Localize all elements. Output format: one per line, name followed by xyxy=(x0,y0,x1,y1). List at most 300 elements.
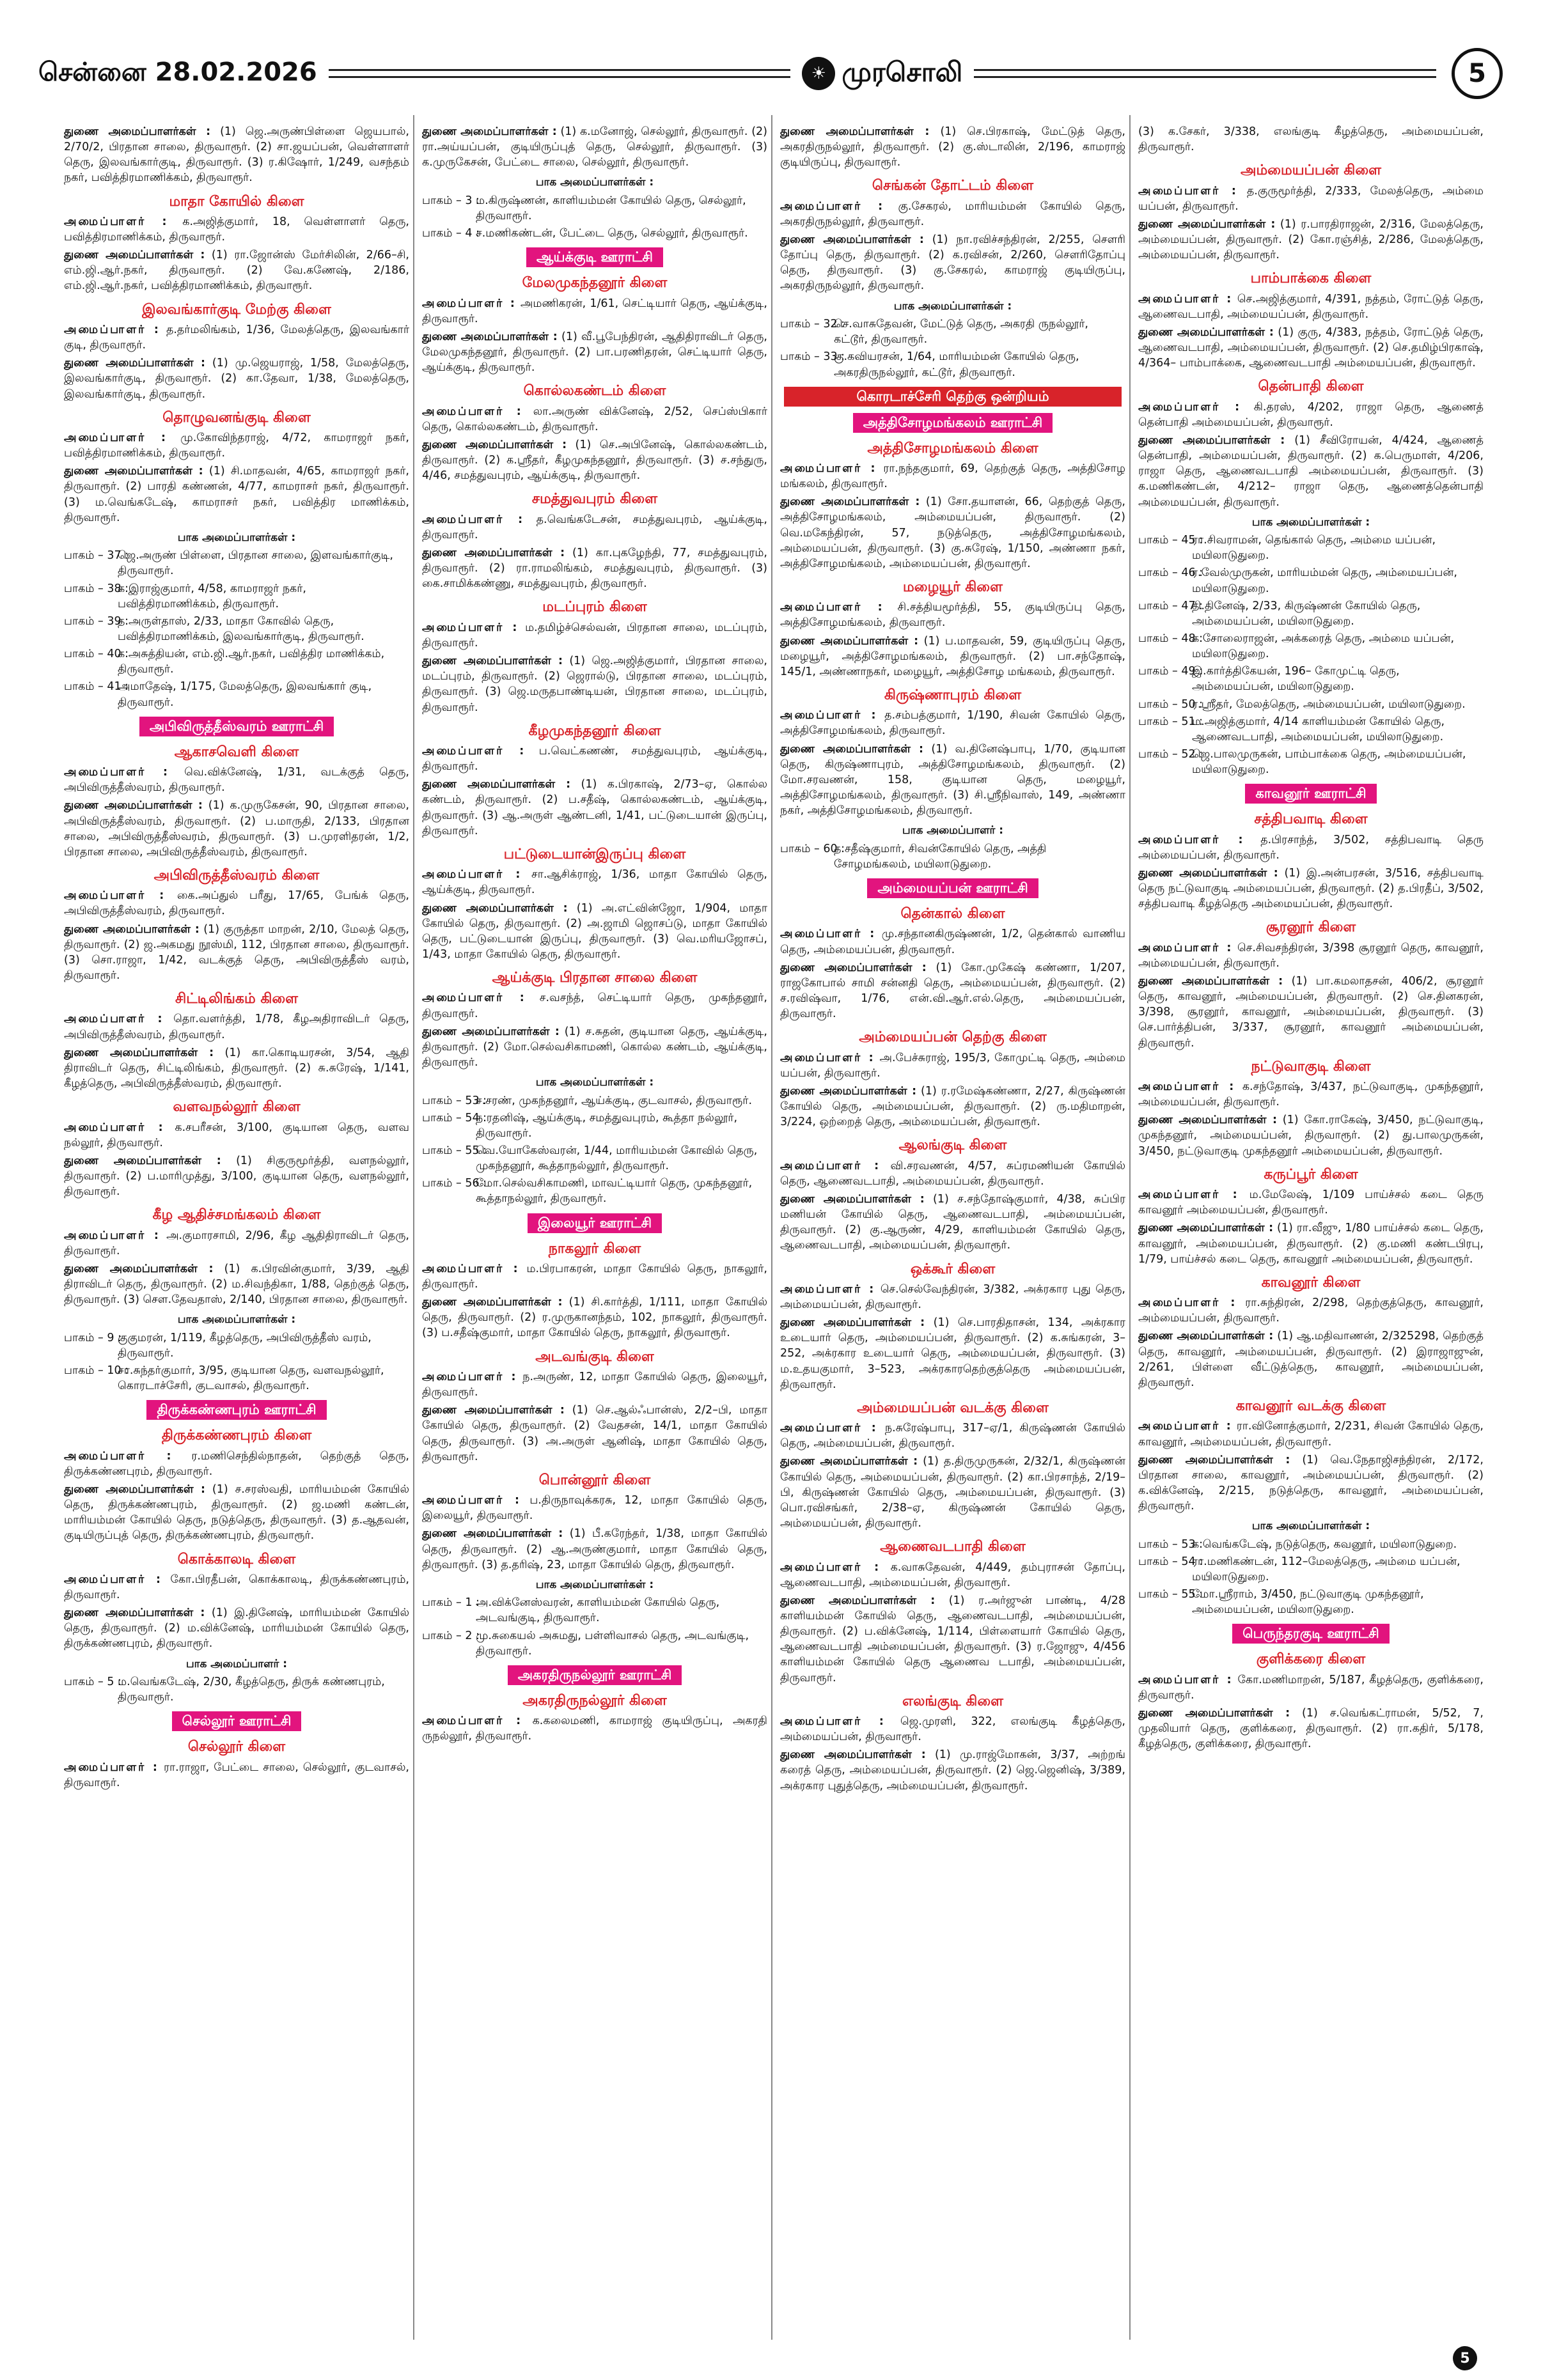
panchayat-heading: அபிவிருத்தீஸ்வரம் ஊராட்சி xyxy=(139,717,334,736)
booth-row xyxy=(64,581,409,612)
entry-text: ப.வெட்கணண், சமத்துவபுரம், ஆய்க்குடி, திருவாரூர். xyxy=(422,745,767,774)
role-label: துணை அமைப்பாளர்கள் : xyxy=(64,799,203,813)
listing-entry xyxy=(64,214,409,245)
listing-entry xyxy=(422,296,767,327)
role-label: அமைப்பாளர் : xyxy=(780,1422,878,1435)
entry-text: வெ.விக்னேஷ், 1/31, வடக்குத் தெரு, அபிவிருத்தீஸ்வரம், திருவாரூர். xyxy=(64,766,409,795)
role-label: அமைப்பாளர் : xyxy=(64,1761,159,1774)
booth-row xyxy=(1138,697,1484,712)
booth-number: பாகம் – 47 : xyxy=(1138,599,1203,612)
listing-entry xyxy=(422,743,767,774)
subsection-heading: பாக அமைப்பாளர்கள் : xyxy=(1251,515,1370,529)
role-label: துணை அமைப்பாளர்கள் : xyxy=(1138,1114,1277,1127)
role-label: துணை அமைப்பாளர்கள் : xyxy=(1138,434,1285,447)
listing-entry xyxy=(64,1045,409,1091)
listing-entry xyxy=(780,926,1125,957)
booth-row xyxy=(422,1628,767,1659)
booth-number: பாகம் – 60 : xyxy=(780,842,845,855)
booth-text: ர.ஸ்ரீதர், மேலத்தெரு, அம்மையப்பன், மயிலாடுதுறை. xyxy=(1192,697,1466,711)
entry-text: (1) அ.எட்வின்ஜோ, 1/904, மாதா கோயில் தெரு, திருவாரூர். (2) அ.ஜாமி ஜொசப்டு, மாதா கோயில் தெரு, பட்டுடையான் இருப்பு, திருவாரூர். (3) வெ.மரியஜோசப், 1/43, மாதா கோயில் தெரு, திருவாரூர். xyxy=(422,901,767,961)
entry-text: (1) மு.ஜெயராஜ், 1/58, மேலத்தெரு, இலவங்கார்குடி, திருவாரூர். (2) கா.தேவா, 1/38, மேலத்தெரு, இலவங்கார்குடி, திருவாரூர். xyxy=(64,357,409,401)
entry-text: (1) க.பிரவின்குமார், 3/39, ஆதி திராவிடர் தெரு, திருவாரூர். (2) ம.சிவந்திகா, 1/88, தெற்குத் தெரு, திருவாரூர். (3) சௌ.தேவதாஸ், 2/140, பிரதான சாலை, திருவாரூர். xyxy=(64,1262,409,1307)
entry-text: சி.சத்தியமூர்த்தி, 55, குடியிருப்பு தெரு, அத்திசோழமங்கலம், திருவாரூர். xyxy=(780,601,1125,630)
booth-row xyxy=(422,1176,767,1206)
panchayat-heading: காவனூர் ஊராட்சி xyxy=(1245,784,1376,804)
panchayat-heading: ஆய்க்குடி ஊராட்சி xyxy=(526,247,663,267)
entry-text: (1) செ.ஆல்ஃபான்ஸ், 2/2–பி, மாதா கோயில் தெரு, திருவாரூர். (2) வேதசன், 14/1, மாதா கோயில் தெரு, திருவாரூர். (3) அ.அருள் ஆனிஷ், மாதா கோயில் தெரு, திருவாரூர். xyxy=(422,1404,767,1463)
entry-text: (1) குரு, 4/383, நத்தம், ரோட்டுத் தெரு, ஆணைவடபாதி, அம்மையப்பன், திருவாரூர். (2) செ.தமிழ்பிரகாஷ், 4/364– பாம்பாக்கை, ஆணைவடபாதி அம்மையப்பன், திருவாரூர். xyxy=(1138,325,1484,370)
listing-entry xyxy=(64,1120,409,1151)
booth-text: ரா.மணிகண்டன், 112–மேலத்தெரு, அம்மை யப்பன், மயிலாடுதுறை. xyxy=(1192,1555,1461,1583)
listing-entry xyxy=(422,867,767,898)
booth-row xyxy=(1138,664,1484,694)
entry-text: (1) செ.பிரகாஷ், மேட்டுத் தெரு, அகரதிருநல்லூர், திருவாரூர். (2) கு.ஸ்டாலின், 2/196, காமராஜ் குடியிருப்பு, திருவாரூர். xyxy=(780,125,1125,169)
role-label: அமைப்பாளர் : xyxy=(780,601,884,614)
subsection-heading: பாக அமைப்பாளர்கள் : xyxy=(893,299,1012,313)
role-label: துணை அமைப்பாளர்கள் : xyxy=(780,125,930,138)
column-divider xyxy=(771,115,772,2340)
listing-entry xyxy=(422,1403,767,1465)
role-label: துணை அமைப்பாளர்கள் : xyxy=(1138,1706,1290,1720)
listing-entry xyxy=(422,512,767,543)
listing-entry xyxy=(1138,292,1484,322)
booth-text: க.அசுத்தியன், எம்.ஜி.ஆர்.நகர், பவித்திர மாணிக்கம், திருவாரூர். xyxy=(118,648,385,676)
booth-number: பாகம் – 53 : xyxy=(1138,1537,1203,1551)
booth-number: பாகம் – 51 : xyxy=(1138,715,1203,728)
masthead xyxy=(38,51,1503,96)
listing-entry xyxy=(780,1714,1125,1745)
booth-number: பாகம் – 3 : xyxy=(422,194,480,207)
branch-heading: மடப்புரம் கிளை xyxy=(542,599,647,616)
entry-text: செ.செல்வேந்திரன், 3/382, அக்ரகார புது தெரு, அம்மையப்பன், திருவாரூர். xyxy=(780,1282,1125,1311)
booth-text: க.இராஜ்குமார், 4/58, காமராஜர் நகர், பவித்திரமாணிக்கம், திருவாரூர். xyxy=(118,582,306,611)
listing-entry xyxy=(422,1295,767,1341)
role-label: துணை அமைப்பாளர்கள் : xyxy=(1138,325,1274,339)
entry-text: (1) சோ.தயாளன், 66, தெற்குத் தெரு, அத்திசோழமங்கலம், அம்மையப்பன், திருவாரூர். (2) வெ.மகேந்திரன், 57, நடுத்தெரு, அத்திசோழமங்கலம், அம்மையப்பன், திருவாரூர். (3) கு.சுரேஷ், 1/150, அண்ணா நகர், அத்திசோழமங்கலம், அம்மையப்பன், திருவாரூர். xyxy=(780,495,1125,570)
branch-heading: பட்டுடையான்இருப்பு கிளை xyxy=(503,846,686,862)
listing-entry xyxy=(780,461,1125,492)
booth-number: பாகம் – 39 : xyxy=(64,614,129,628)
branch-heading: திருக்கண்ணபுரம் கிளை xyxy=(161,1427,312,1444)
booth-row xyxy=(780,349,1125,380)
booth-number: பாகம் – 9 : xyxy=(64,1331,121,1344)
panchayat-heading: இலையூர் ஊராட்சி xyxy=(528,1213,662,1233)
role-label: அமைப்பாளர் : xyxy=(1138,292,1234,306)
role-label: அமைப்பாளர் : xyxy=(422,868,522,882)
booth-row xyxy=(1138,1554,1484,1585)
listing-entry xyxy=(1138,1079,1484,1110)
column-divider xyxy=(413,115,414,2340)
role-label: துணை அமைப்பாளர்கள் : xyxy=(64,1046,214,1059)
branch-heading: ஒக்கூர் கிளை xyxy=(910,1261,996,1277)
listing-entry xyxy=(1138,1295,1484,1326)
listing-entry xyxy=(64,322,409,353)
booth-number: பாகம் – 55 : xyxy=(422,1144,487,1157)
booth-text: ச.சரண், முகந்தனூர், ஆய்க்குடி, குடவாசல், திருவாரூர். xyxy=(476,1094,753,1107)
entry-text: ச.வசந்த், செட்டியார் தெரு, முகந்தனூர், திருவாரூர். xyxy=(422,992,767,1020)
booth-row xyxy=(1138,714,1484,745)
booth-text: த.சதீஷ்குமார், சிவன்கோயில் தெரு, அத்தி சோழமங்கலம், மயிலாடுதுறை. xyxy=(834,842,1047,871)
listing-entry xyxy=(780,708,1125,738)
role-label: அமைப்பாளர் : xyxy=(780,1051,875,1064)
entry-text: க.அஜித்குமார், 18, வெள்ளாளர் தெரு, பவித்திரமாணிக்கம், திருவாரூர். xyxy=(64,215,409,244)
role-label: அமைப்பாளர் : xyxy=(780,1282,876,1296)
booth-row xyxy=(422,226,767,241)
booth-number: பாகம் – 54 : xyxy=(1138,1555,1203,1568)
entry-text: த.பிரசாந்த், 3/502, சத்திபவாடி தெரு அம்மையப்பன், திருவாரூர். xyxy=(1138,833,1484,862)
entry-text: த.வெங்கடேசன், சமத்துவபுரம், ஆய்க்குடி, திருவாரூர். xyxy=(422,513,767,541)
role-label: அமைப்பாளர் : xyxy=(780,199,885,213)
entry-text: ந.அருண், 12, மாதா கோயில் தெரு, இலையூர், திருவாரூர். xyxy=(422,1370,767,1399)
branch-heading: நாகலூர் கிளை xyxy=(548,1240,641,1257)
entry-text: ஜெ.முரளி, 322, எலங்குடி கீழத்தெரு, அம்மையப்பன், திருவாரூர். xyxy=(780,1715,1125,1744)
entry-text: கி.தரஸ், 4/202, ராஜா தெரு, ஆணைத் தென்பாதி அம்மையப்பன், திருவாரூர். xyxy=(1138,400,1484,429)
role-label: துணை அமைப்பாளர்கள் : xyxy=(1138,1453,1290,1466)
entry-text: க.சபரீசன், 3/100, குடியான தெரு, வளவ நல்லூர், திருவாரூர். xyxy=(64,1121,409,1149)
listing-entry xyxy=(64,1228,409,1259)
booth-row xyxy=(64,646,409,677)
role-label: அமைப்பாளர் : xyxy=(64,323,161,336)
subsection-heading: பாக அமைப்பாளர்கள் : xyxy=(177,531,296,544)
entry-text: (1) வ.தினேஷ்பாபு, 1/70, குடியான தெரு, கிருஷ்ணாபுரம், அத்திசோழமங்கலம், திருவாரூர். (2) மோ.சரவணன், 158, குடியான தெரு, மழையூர், அத்திசோழமங்கலம், திருவாரூர். (3) சி.ஸ்ரீநிவாஸ், 149, அண்ணா நகர், அத்திசோழமங்கலம், திருவாரூர். xyxy=(780,742,1125,818)
booth-row xyxy=(64,548,409,579)
listing-entry xyxy=(1138,1328,1484,1390)
booth-text: ஜெ.அருண் பிள்ளை, பிரதான சாலை, இளவங்கார்குடி, திருவாரூர். xyxy=(118,549,393,578)
booth-number: பாகம் – 37 : xyxy=(64,549,129,563)
entry-text: (1) ஆ.மதிவாணன், 2/325298, தெற்குத் தெரு, காவனூர், அம்மையப்பன், திருவாரூர். (2) இராஜாஜுன், 2/261, பிள்ளை வீட்டுத்தெரு, காவனூர், அம்மையப்பன், திருவாரூர். xyxy=(1138,1330,1484,1389)
booth-text: க.சோலைராஜன், அக்கரைத் தெரு, அம்மை யப்பன், மயிலாடுதுறை. xyxy=(1192,632,1455,661)
listing-entry xyxy=(780,634,1125,680)
booth-row xyxy=(780,316,1125,347)
listing-entry xyxy=(780,1158,1125,1189)
booth-row xyxy=(422,193,767,224)
branch-heading: அம்மையப்பன் கிளை xyxy=(1241,162,1381,179)
entry-text: (1) ர.ரமேஷ்கண்ணா, 2/27, கிருஷ்ணன் கோயில் தெரு, அம்மையப்பன், திருவாரூர். (2) ரு.மதிமாறன், 3/224, ஒற்றைத் தெரு, அம்மையப்பன், திருவாரூர். xyxy=(780,1084,1125,1129)
role-label: துணை அமைப்பாளர்கள் : xyxy=(780,495,920,509)
role-label: துணை அமைப்பாளர்கள் : xyxy=(422,901,568,915)
entry-text: (1) இ.தினேஷ், மாரியம்மன் கோயில் தெரு, திருவாரூர். (2) ம.விக்னேஷ், மாரியம்மன் கோயில் தெரு, திருக்கண்ணபுரம், திருவாரூர். xyxy=(64,1606,409,1651)
listing-entry xyxy=(422,901,767,963)
role-label: துணை அமைப்பாளர்கள் : xyxy=(780,634,919,648)
booth-text: தி.தினேஷ், 2/33, கிருஷ்ணன் கோயில் தெரு, அம்மையப்பன், மயிலாடுதுறை. xyxy=(1192,599,1421,628)
entry-text: தொ.வளர்த்தி, 1/78, கீழஅதிராவிடர் தெரு, அபிவிருத்தீஸ்வரம், திருவாரூர். xyxy=(64,1013,409,1041)
role-label: துணை அமைப்பாளர்கள் : xyxy=(780,233,924,247)
listing-entry xyxy=(780,199,1125,229)
branch-heading: அம்மையப்பன் தெற்கு கிளை xyxy=(859,1029,1047,1046)
booth-number: பாகம் – 10 : xyxy=(64,1364,129,1378)
booth-row xyxy=(422,1110,767,1141)
subsection-heading: பாக அமைப்பாளர் : xyxy=(902,824,1004,837)
booth-text: ச.மணிகண்டன், பேட்டை தெரு, செல்லூர், திருவாரூர். xyxy=(476,227,748,240)
role-label: துணை அமைப்பாளர்கள் : xyxy=(64,125,211,138)
booth-row xyxy=(64,1674,409,1705)
rising-sun-icon: ☀ xyxy=(802,57,835,90)
booth-number: பாகம் – 54 : xyxy=(422,1111,487,1124)
listing-entry xyxy=(780,124,1125,170)
booth-text: ம.வெங்கடேஷ், 2/30, கீழத்தெரு, திருக் கண்ணபுரம், திருவாரூர். xyxy=(118,1676,385,1704)
branch-heading: கொக்காலடி கிளை xyxy=(177,1551,296,1567)
entry-text: (1) சிகுருமூர்த்தி, வளநல்லூர், திருவாரூர். (2) ப.மாரிமுத்து, 3/100, குடியான தெரு, வளநல்லூர், திருவாரூர். xyxy=(64,1154,409,1199)
listing-entry xyxy=(1138,866,1484,912)
entry-text: (1) ர.அர்ஜுன் பாண்டி, 4/28 காளியம்மன் கோயில் தெரு, ஆணைவடபாதி, அம்மையப்பன், திருவாரூர். (2) ப.விக்னேஷ், 1/114, பிள்ளையார் கோயில் தெரு, ஆணைவடபாதி அம்மையப்பன், திருவாரூர். (3) ர.ஜோஜு, 4/456 காளியம்மன் கோயில் தெரு ஆணைவ டபாதி, அம்மையப்பன், திருவாரூர். xyxy=(780,1594,1125,1684)
entry-text: (1) ப.மாதவன், 59, குடியிருப்பு தெரு, மழையூர், அத்திசோழமங்கலம், திருவாரூர். (2) பா.சந்தோஷ், 145/1, அண்ணாநகர், மழையூர், அத்திசோழ மங்கலம், திருவாரூர். xyxy=(780,634,1125,678)
branch-heading: சிட்டிலிங்கம் கிளை xyxy=(175,991,299,1007)
entry-text: கோ.மணிமாறன், 5/187, கீழத்தெரு, குளிக்கரை, திருவாரூர். xyxy=(1138,1673,1484,1702)
column-1 xyxy=(64,121,409,2340)
role-label: அமைப்பாளர் : xyxy=(64,432,168,445)
branch-heading: காவனூர் கிளை xyxy=(1261,1274,1361,1291)
entry-text: (1) ச.சுதன், குடியான தெரு, ஆய்க்குடி, திருவாரூர். (2) மோ.செல்வசிகாமணி, கொல்ல கண்டம், ஆய்க்குடி, திருவாரூர். xyxy=(422,1025,767,1069)
entry-text: ந.சுரேஷ்பாபு, 317–ஏ/1, கிருஷ்ணன் கோயில் தெரு, அம்மையப்பன், திருவாரூர். xyxy=(780,1422,1125,1451)
role-label: அமைப்பாளர் : xyxy=(422,405,523,418)
entry-text: ர.மணிசெந்தில்நாதன், தெற்குத் தெரு, திருக்கண்ணபுரம், திருவாரூர். xyxy=(64,1449,409,1478)
panchayat-heading: பெருந்தரகுடி ஊராட்சி xyxy=(1232,1624,1389,1644)
entry-text: சா.ஆசிக்ராஜ், 1/36, மாதா கோயில் தெரு, ஆய்க்குடி, திருவாரூர். xyxy=(422,868,767,897)
listing-entry xyxy=(64,430,409,461)
role-label: அமைப்பாளர் : xyxy=(780,928,877,941)
booth-row xyxy=(422,1143,767,1174)
listing-entry xyxy=(1138,183,1484,214)
entry-text: (1) நா.ரவிச்சந்திரன், 2/255, சௌரி தோப்பு தெரு, திருவாரூர். (2) க.ரவிசன், 2/260, சௌரிதோப்பு தெரு, திருவாரூர். (3) கு.சேகரல், காமராஜ் குடியிருப்பு, அகரதிருநல்லூர், திருவாரூர். xyxy=(780,233,1125,293)
subsection-heading: பாக அமைப்பாளர்கள் : xyxy=(177,1313,296,1326)
listing-entry xyxy=(780,960,1125,1022)
listing-entry xyxy=(780,1454,1125,1531)
booth-number: பாகம் – 50 : xyxy=(1138,697,1203,711)
role-label: துணை அமைப்பாளர்கள் : xyxy=(1138,1330,1274,1343)
booth-number: பாகம் – 33 : xyxy=(780,350,845,364)
role-label: அமைப்பாளர் : xyxy=(1138,1188,1239,1202)
role-label: அமைப்பாளர் : xyxy=(422,621,519,634)
role-label: துணை அமைப்பாளர்கள் : xyxy=(422,1404,565,1417)
role-label: துணை அமைப்பாளர்கள் : xyxy=(780,1594,936,1607)
listing-entry xyxy=(64,798,409,860)
entry-text: (3) க.சேகர், 3/338, எலங்குடி கீழத்தெரு, அம்மையப்பன், திருவாரூர். xyxy=(1138,125,1484,154)
listing-entry xyxy=(1138,1187,1484,1218)
branch-heading: மழையூர் கிளை xyxy=(903,579,1003,595)
entry-text: (1) கோ.முகேஷ் கண்ணா, 1/207, ராஜகோபால் சாமி சன்னதி தெரு, அம்மையப்பன், திருவாரூர். (2) ச.ரவிஷ்வா, 1/76, என்.வி.ஆர்.எல்.தெரு, அம்மையப்பன், திருவாரூர். xyxy=(780,961,1125,1021)
entry-text: ம.பிரபாகரன், மாதா கோயில் தெரு, நாகலூர், திருவாரூர். xyxy=(422,1262,767,1291)
entry-text: (1) குருத்தா மாறன், 2/10, மேலத் தெரு, திருவாரூர். (2) ஜ.அகமது நூஸ்மி, 112, பிரதான சாலை, திருவாரூர். (3) சொ.ராஜா, 1/42, வடக்குத் தெரு, அபிவிருத்தீஸ் வரம், திருவாரூர். xyxy=(64,922,409,982)
role-label: அமைப்பாளர் : xyxy=(422,1494,522,1507)
role-label: அமைப்பாளர் : xyxy=(422,745,526,758)
role-label: துணை அமைப்பாளர்கள் : xyxy=(780,1316,925,1330)
entry-text: கை.அப்துல் பரீது, 17/65, பேங்க் தெரு, அபிவிருத்தீஸ்வரம், திருவாரூர். xyxy=(64,889,409,918)
listing-entry xyxy=(1138,1419,1484,1449)
role-label: துணை அமைப்பாளர்கள் : xyxy=(64,249,205,262)
branch-heading: தென்பாதி கிளை xyxy=(1258,378,1364,395)
role-label: அமைப்பாளர் : xyxy=(780,462,877,475)
booth-text: ரா.சிவராமன், தெங்கால் தெரு, அம்மை யப்பன், மயிலாடுதுறை. xyxy=(1192,534,1436,563)
role-label: துணை அமைப்பாளர்கள் : xyxy=(780,1192,925,1206)
entry-text: ரா.ராஜா, பேட்டை சாலை, செல்லூர், குடவாசல், திருவாரூர். xyxy=(64,1761,409,1789)
role-label: துணை அமைப்பாளர்கள் : xyxy=(422,1527,563,1541)
listing-entry xyxy=(780,1593,1125,1686)
listing-entry xyxy=(422,777,767,839)
listing-entry xyxy=(422,1493,767,1523)
role-label: அமைப்பாளர் : xyxy=(422,297,517,310)
role-label: துணை அமைப்பாளர்கள் : xyxy=(64,1262,214,1275)
booth-text: ம.அஜித்குமார், 4/14 காளியம்மன் கோயில் தெரு, ஆணைவடபாதி, அம்மையப்பன், மயிலாடுதுறை. xyxy=(1192,715,1445,743)
role-label: அமைப்பாளர் : xyxy=(1138,833,1245,846)
role-label: துணை அமைப்பாளர்கள் : xyxy=(422,125,557,138)
entry-text: (1) க.முருகேசன், 90, பிரதான சாலை, அபிவிருத்தீஸ்வரம், திருவாரூர். (2) ப.மாருதி, 2/133, பிரதான சாலை, அபிவிருத்தீஸ்வரம், திருவாரூர். (3) ப.முரளிதரன், 1/2, பிரதான சாலை, அபிவிருத்தீஸ்வரம், திருவாரூர். xyxy=(64,799,409,859)
entry-text: (1) கா.புகழேந்தி, 77, சமத்துவபுரம், திருவாரூர். (2) ரா.ராமலிங்கம், சமத்துவபுரம், திருவாரூர். (3) கை.சாமிக்கண்ணு, சமத்துவபுரம், திருவாரூர். xyxy=(422,547,767,591)
booth-number: பாகம் – 52 : xyxy=(1138,748,1203,761)
branch-heading: சூரனூர் கிளை xyxy=(1265,919,1356,936)
masthead-rule-right xyxy=(974,69,1436,78)
role-label: துணை அமைப்பாளர்கள் : xyxy=(780,1084,917,1098)
branch-heading: ஆகாசவெளி கிளை xyxy=(174,743,299,760)
listing-entry xyxy=(64,1011,409,1042)
listing-entry xyxy=(64,124,409,186)
booth-row xyxy=(422,1595,767,1626)
listing-entry xyxy=(64,1760,409,1791)
entry-text: (1) பா.கமலாதசன், 406/2, சூரனூர் தெரு, காவனூர், அம்மையப்பன், திருவாரூர். (2) செ.தினகரன், 3/398, சூரனூர், காவனூர், அம்மையப்பன், திருவாரூர். (3) செ.பார்த்திபன், 3/337, சூரனூர், காவனூர் அம்மையப்பன், திருவாரூர். xyxy=(1138,974,1484,1050)
role-label: அமைப்பாளர் : xyxy=(780,709,878,722)
booth-text: அமாதேஷ், 1/175, மேலத்தெரு, இலவங்கார் குடி, திருவாரூர். xyxy=(118,680,372,709)
entry-text: (1) கோ.ராகேஷ், 3/450, நட்டுவாகுடி, முகந்தனூர், அம்மையப்பன், திருவாரூர். (2) து.பாலமுருகன், 3/450, நட்டுவாகுடி முகந்தனூர் அம்மையப்பன், திருவாரூர். xyxy=(1138,1114,1484,1158)
role-label: துணை அமைப்பாளர்கள் : xyxy=(1138,866,1278,880)
role-label: அமைப்பாளர் : xyxy=(780,1159,881,1172)
entry-text: (1) வீ.பூபேந்திரன், ஆதிதிராவிடர் தெரு, மேலமுகந்தனூர், திருவாரூர். (2) பா.பரணிதரன், செட்டியார் தெரு, ஆய்க்குடி, திருவாரூர். xyxy=(422,330,767,375)
entry-text: (1) கா.கொடியரசன், 3/54, ஆதி திராவிடர் தெரு, சிட்டிலிங்கம், திருவாரூர். (2) சு.சுரேஷ், 1/141, கீழத்தெரு, அபிவிருத்தீஸ்வரம், திருவாரூர். xyxy=(64,1046,409,1091)
branch-heading: மாதா கோயில் கிளை xyxy=(169,193,304,210)
role-label: அமைப்பாளர் : xyxy=(1138,1673,1234,1686)
booth-number: பாகம் – 49 : xyxy=(1138,665,1203,678)
role-label: அமைப்பாளர் : xyxy=(1138,184,1238,198)
entry-text: (1) செ.அபினேஷ், கொல்லகண்டம், திருவாரூர். (2) க.ஸ்ரீதர், கீழமுகந்தனூர், திருவாரூர். (3) ச.சந்துரு, 4/46, சமத்துவபுரம், ஆய்க்குடி, திருவாரூர். xyxy=(422,438,767,483)
listing-entry xyxy=(422,1024,767,1070)
branch-heading: அபிவிருத்தீஸ்வரம் கிளை xyxy=(153,867,320,883)
booth-row xyxy=(1138,631,1484,662)
entry-text: க.சந்தோஷ், 3/437, நட்டுவாகுடி, முகந்தனூர், அம்மையப்பன், திருவாரூர். xyxy=(1138,1080,1484,1109)
entry-text: அ.பேச்சுராஜ், 195/3, கோமுட்டி தெரு, அம்மை யப்பன், திருவாரூர். xyxy=(780,1051,1125,1080)
booth-number: பாகம் – 46 : xyxy=(1138,566,1203,580)
role-label: துணை அமைப்பாளர்கள் : xyxy=(422,778,571,791)
entry-text: க.வாசுதேவன், 4/449, தம்புராசன் தோப்பு, ஆணைவடபாதி, அம்மையப்பன், திருவாரூர். xyxy=(780,1560,1125,1589)
booth-number: பாகம் – 40 : xyxy=(64,648,129,661)
listing-entry xyxy=(422,545,767,591)
role-label: துணை அமைப்பாளர்கள் : xyxy=(1138,1222,1274,1235)
booth-number: பாகம் – 53 : xyxy=(422,1094,487,1107)
booth-text: இ.கார்த்திகேயன், 196– கோமுட்டி தெரு, அம்மையப்பன், மயிலாடுதுறை. xyxy=(1192,665,1400,694)
listing-entry xyxy=(1138,940,1484,971)
entry-text: (1) வெ.நேதாஜிசந்திரன், 2/172, பிரதான சாலை, காவனூர், அம்மையப்பன், திருவாரூர். (2) க.விக்னேஷ், 2/215, நடுத்தெரு, காவனூர், அம்மையப்பன், திருவாரூர். xyxy=(1138,1453,1484,1513)
booth-number: பாகம் – 32 : xyxy=(780,318,845,331)
entry-text: செ.அஜித்குமார், 4/391, நத்தம், ரோட்டுத் தெரு, ஆணைவடபாதி, அம்மையப்பன், திருவாரூர். xyxy=(1138,292,1484,321)
booth-number: பாகம் – 48 : xyxy=(1138,632,1203,646)
entry-text: (1) சீவிரோயன், 4/424, ஆணைத் தென்பாதி, அம்மையப்பன், திருவாரூர். (2) க.பெருமாள், 4/206, ராஜா தெரு, ஆணைவடபாதி அம்மையப்பன், திருவாரூர். (3) க.மணிகண்டன், 4/212– ராஜா தெரு, ஆணைத்தென்பாதி அம்மையப்பன், திருவாரூர். xyxy=(1138,434,1484,509)
listing-entry xyxy=(64,1572,409,1603)
entry-text: (1) ச.வெங்கட்ராமன், 5/52, 7, முதலியார் தெரு, குளிக்கரை, திருவாரூர். (2) ரா.கதிர், 5/178, கீழத்தெரு, குளிக்கரை, திருவாரூர். xyxy=(1138,1706,1484,1751)
branch-heading: இலவங்கார்குடி மேற்கு கிளை xyxy=(142,301,331,318)
booth-number: பாகம் – 56 : xyxy=(422,1177,487,1190)
branch-heading: ஆணைவடபாதி கிளை xyxy=(880,1539,1026,1555)
role-label: துணை அமைப்பாளர்கள் : xyxy=(1138,974,1283,988)
role-label: அமைப்பாளர் : xyxy=(1138,1296,1237,1310)
booth-text: ம.கிருஷ்ணன், காளியம்மன் கோயில் தெரு, செல்லூர், திருவாரூர். xyxy=(476,194,746,223)
role-label: துணை அமைப்பாளர்கள் : xyxy=(64,465,203,478)
entry-text: ம.மேலேஷ், 1/109 பாய்ச்சல் கடை தெரு காவனூர் அம்மையப்பன், திருவாரூர். xyxy=(1138,1188,1484,1217)
entry-text: த.தர்மலிங்கம், 1/36, மேலத்தெரு, இலவங்கார் குடி, திருவாரூர். xyxy=(64,323,409,352)
listing-entry xyxy=(422,1713,767,1744)
branch-heading: கீழ ஆதிச்சமங்கலம் கிளை xyxy=(152,1207,321,1224)
branch-heading: அடவங்குடி கிளை xyxy=(535,1348,654,1365)
booth-text: வெ.யோகேஸ்வரன், 1/44, மாரியம்மன் கோவில் தெரு, முகந்தனூர், கூத்தாநல்லூர், திருவாரூர். xyxy=(476,1144,758,1173)
branch-heading: செங்கன் தோட்டம் கிளை xyxy=(872,178,1034,194)
branch-heading: வளவநல்லூர் கிளை xyxy=(173,1099,301,1116)
entry-text: (1) செ.பாரதிதாசன், 134, அக்ரகார உடையார் தெரு, அம்மையப்பன், திருவாரூர். (2) க.சுங்கரன், 3–252, அக்ரகார உடையார் தெரு, அம்மையப்பன், திருவாரூர். (3) ம.உதயகுமார், 3–523, அக்ரகாரதெற்குத்தெரு அம்மையப்பன், திருவாரூர். xyxy=(780,1316,1125,1391)
entry-text: ரா.நந்தகுமார், 69, தெற்குத் தெரு, அத்திசோழ மங்கலம், திருவாரூர். xyxy=(780,462,1125,491)
entry-text: (1) ர.பாரதிராஜன், 2/316, மேலத்தெரு, அம்மையப்பன், திருவாரூர். (2) கோ.ரஞ்சித், 2/286, மேலத்தெரு, அம்மையப்பன், திருவாரூர். xyxy=(1138,217,1484,262)
listing-entry xyxy=(422,124,767,170)
role-label: துணை அமைப்பாளர்கள் : xyxy=(422,330,558,343)
listing-entry xyxy=(64,1449,409,1479)
listing-entry xyxy=(780,1084,1125,1130)
page-number-badge: 5 xyxy=(1452,48,1503,99)
role-label: அமைப்பாளர் : xyxy=(1138,941,1234,954)
branch-heading: பாம்பாக்கை கிளை xyxy=(1250,270,1372,287)
branch-heading: தொழுவனங்குடி கிளை xyxy=(162,409,311,426)
branch-heading: செல்லூர் கிளை xyxy=(187,1739,286,1755)
listing-entry xyxy=(780,494,1125,572)
booth-row xyxy=(1138,533,1484,563)
entry-text: (1) ஜெ.அஜித்குமார், பிரதான சாலை, மடப்புரம், திருவாரூர். (2) ஜெரால்டு, பிரதான சாலை, மடப்புரம், திருவாரூர். (3) ஜெ.மருதபாண்டியன், பிரதான சாலை, மடப்புரம், திருவாரூர். xyxy=(422,655,767,714)
entry-text: (1) ச.சந்தோஷ்குமார், 4/38, சுப்பிர மணியன் கோயில் தெரு, ஆணைவடபாதி, அம்மையப்பன், திருவாரூர். (2) கு.ஆருண், 4/29, காளியம்மன் கோயில் தெரு, ஆணைவடபாதி, அம்மையப்பன், திருவாரூர். xyxy=(780,1192,1125,1252)
role-label: அமைப்பாளர் : xyxy=(422,513,525,526)
city-date: சென்னை 28.02.2026 xyxy=(38,57,317,87)
listing-entry xyxy=(780,1315,1125,1392)
booth-row xyxy=(64,679,409,710)
panchayat-heading: அம்மையப்பன் ஊராட்சி xyxy=(867,878,1038,898)
listing-entry xyxy=(422,404,767,435)
column-divider xyxy=(1129,115,1131,2340)
listing-entry xyxy=(780,742,1125,819)
listing-entry xyxy=(1138,124,1484,155)
subsection-heading: பாக அமைப்பாளர்கள் : xyxy=(535,176,654,189)
entry-text: த.சம்பத்குமார், 1/190, சிவன் கோயில் தெரு, அத்திசோழமங்கலம், திருவாரூர். xyxy=(780,709,1125,738)
branch-heading: குளிக்கரை கிளை xyxy=(1256,1651,1366,1668)
booth-number: பாகம் – 2 : xyxy=(422,1629,480,1642)
listing-entry xyxy=(64,1482,409,1544)
entry-text: வி.சரவணன், 4/57, சுப்ரமணியன் கோயில் தெரு, ஆணைவடபாதி, அம்மையப்பன், திருவாரூர். xyxy=(780,1159,1125,1188)
role-label: அமைப்பாளர் : xyxy=(422,1262,520,1275)
listing-entry xyxy=(422,437,767,483)
role-label: துணை அமைப்பாளர்கள் : xyxy=(780,1748,926,1762)
booth-text: மோ.ஸ்ரீராம், 3/450, நட்டுவாகுடி முகந்தனூர், அம்மையப்பன், மயிலாடுதுறை. xyxy=(1192,1588,1424,1617)
listing-entry xyxy=(422,1261,767,1292)
role-label: அமைப்பாளர் : xyxy=(422,992,526,1005)
entry-text: (1) த.திருமுருகன், 2/32/1, கிருஷ்ணன் கோயில் தெரு, அம்மையப்பன், திருவாரூர். (2) கா.பிரசாந்த், 2/19–பி, கிருஷ்ணன் கோயில் தெரு, அம்மையப்பன், திருவாரூர். (3) பொ.ரவிசங்கர், 2/38–ஏ, கிருஷ்ணன் கோயில் தெரு, அம்மையப்பன், திருவாரூர். xyxy=(780,1455,1125,1530)
branch-heading: கிருஷ்ணாபுரம் கிளை xyxy=(884,687,1022,703)
listing-entry xyxy=(64,247,409,293)
listing-entry xyxy=(1138,1706,1484,1752)
role-label: அமைப்பாளர் : xyxy=(1138,400,1242,414)
listing-entry xyxy=(64,355,409,401)
entry-text: த.குருமூர்த்தி, 2/333, மேலத்தெரு, அம்மை யப்பன், திருவாரூர். xyxy=(1138,184,1484,213)
branch-heading: சமத்துவபுரம் கிளை xyxy=(531,491,658,508)
listing-entry xyxy=(422,1369,767,1400)
entry-text: (1) ச.சரஸ்வதி, மாரியம்மன் கோயில் தெரு, திருக்கண்ணபுரம், திருவாரூர். (2) ஜ.மணி கண்டன், மாரியம்மன் கோயில் தெரு, நடுத்தெரு, திருவாரூர். (3) த.ஆதவன், குடியிருப்புத் தெரு, திருக்கண்ணபுரம், திருவாரூர். xyxy=(64,1482,409,1543)
listing-entry xyxy=(1138,1220,1484,1266)
subsection-heading: பாக அமைப்பாளர்கள் : xyxy=(1251,1520,1370,1533)
booth-text: ந.ரதனிஷ், ஆய்க்குடி, சமத்துவபுரம், கூத்தா நல்லூர், திருவாரூர். xyxy=(476,1111,738,1140)
branch-heading: ஆய்க்குடி பிரதான சாலை கிளை xyxy=(492,970,698,986)
listing-entry xyxy=(422,653,767,715)
role-label: துணை அமைப்பாளர்கள் : xyxy=(64,922,200,936)
entry-text: ரா.வினோத்குமார், 2/231, சிவன் கோயில் தெரு, காவனூர், அம்மையப்பன், திருவாரூர். xyxy=(1138,1420,1484,1449)
role-label: துணை அமைப்பாளர்கள் : xyxy=(780,742,923,756)
